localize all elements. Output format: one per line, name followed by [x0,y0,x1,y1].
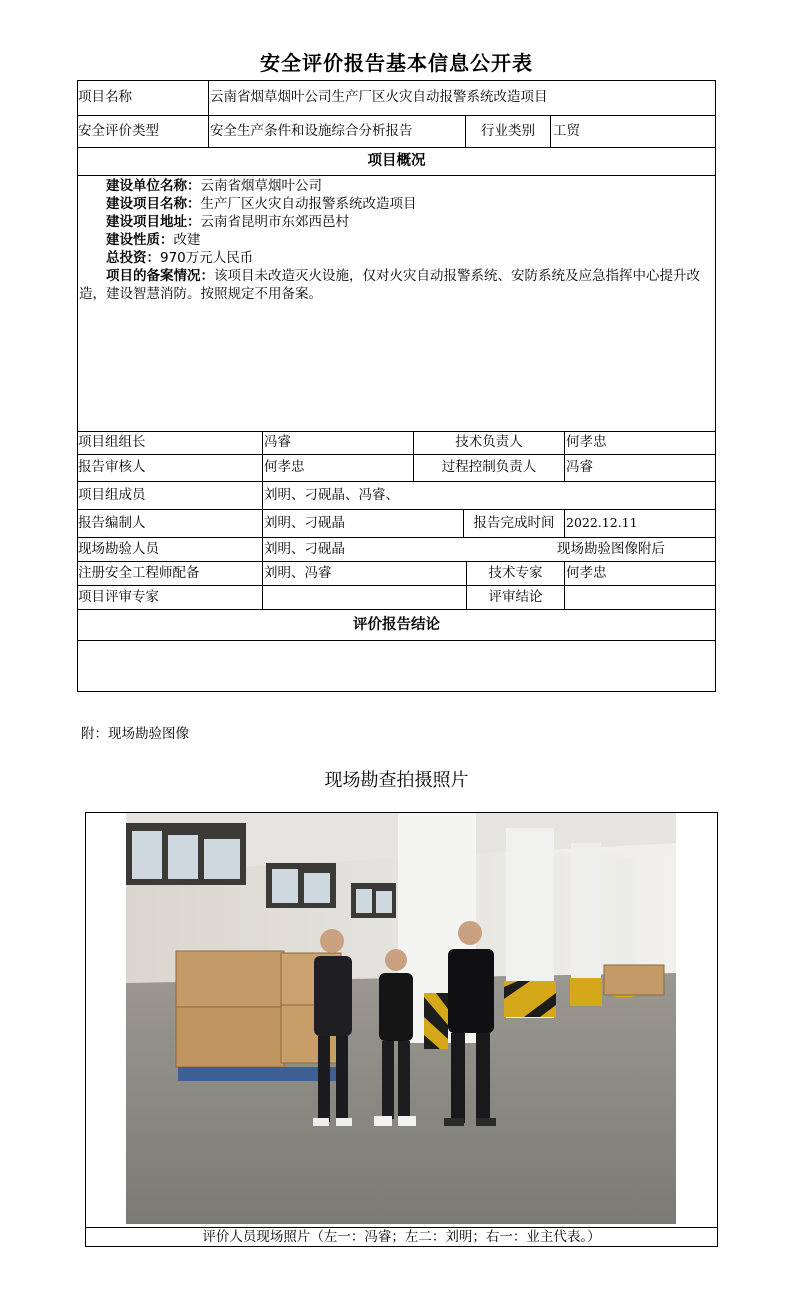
tech-lead-label: 技术负责人 [455,434,523,451]
tech-lead-value: 何孝忠 [566,434,607,451]
overview-header: 项目概况 [367,153,426,170]
photo-section-title: 现场勘查拍摄照片 [324,770,469,791]
completion-date-label: 报告完成时间 [473,514,555,531]
review-result-value [566,586,714,609]
process-control-value: 冯睿 [566,459,593,476]
conclusion-value [80,641,713,691]
attachment-note: 附：现场勘验图像 [81,726,189,742]
evaluation-type-value: 安全生产条件和设施综合分析报告 [210,122,413,139]
engineer-label: 注册安全工程师配备 [78,564,200,581]
engineer-value: 刘明、冯睿 [264,564,332,581]
tech-expert-value: 何孝忠 [566,564,607,581]
overview-item-builder: 建设单位名称：云南省烟草烟叶公司 [106,178,322,194]
process-control-label: 过程控制负责人 [441,459,537,476]
reviewer-value: 何孝忠 [264,459,305,476]
page-title: 安全评价报告基本信息公开表 [260,51,533,75]
members-label: 项目组成员 [78,486,146,503]
project-name-label: 项目名称 [78,89,132,106]
industry-label: 行业类别 [481,122,535,139]
overview-item-filing: 项目的备案情况：该项目未改造灭火设施，仅对火灾自动报警系统、安防系统及应急指挥中心提升改造，建设智慧消防。按照规定不用备案。 [79,268,700,302]
overview-item-project-name: 建设项目名称：生产厂区火灾自动报警系统改造项目 [106,196,417,212]
members-value: 刘明、刁砚晶、冯睿、 [264,486,399,503]
project-name-value: 云南省烟草烟叶公司生产厂区火灾自动报警系统改造项目 [210,89,548,106]
author-label: 报告编制人 [78,514,146,531]
overview-item-nature: 建设性质：改建 [106,232,201,248]
review-result-label: 评审结论 [488,588,543,605]
industry-value: 工贸 [553,122,580,139]
overview-item-investment: 总投资：970万元人民币 [106,250,254,266]
conclusion-header: 评价报告结论 [353,616,440,633]
survey-image-note: 现场勘验图像附后 [557,540,665,557]
tech-expert-label: 技术专家 [488,564,543,581]
overview-item-address: 建设项目地址：云南省昆明市东郊西邑村 [106,214,349,230]
project-overview [79,177,715,303]
site-survey-photo [126,813,676,1224]
survey-staff-value: 刘明、刁砚晶 [264,540,345,557]
author-value: 刘明、刁砚晶 [264,514,345,531]
completion-date-value: 2022.12.11 [566,515,638,531]
reviewer-label: 报告审核人 [78,459,146,476]
survey-staff-label: 现场勘验人员 [78,540,159,557]
leader-value: 冯睿 [264,434,291,451]
review-expert-label: 项目评审专家 [78,588,159,605]
review-expert-value [264,586,466,609]
photo-caption: 评价人员现场照片（左一：冯睿；左二：刘明；右一：业主代表。） [85,1227,718,1248]
leader-label: 项目组组长 [78,434,146,451]
evaluation-type-label: 安全评价类型 [78,122,159,139]
